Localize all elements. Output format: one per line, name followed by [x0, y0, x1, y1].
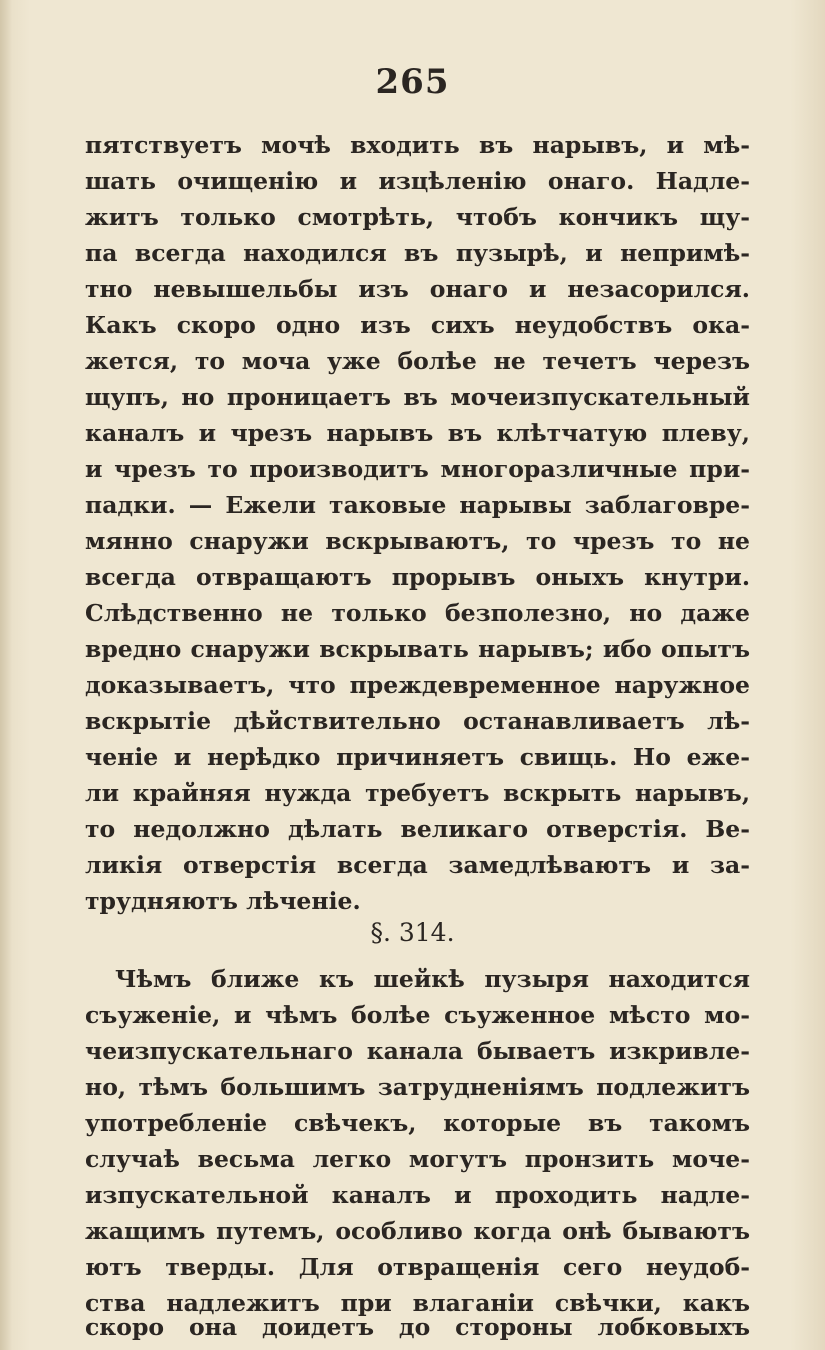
- text-line: Слѣдственно не только безполезно, но даже: [85, 599, 750, 627]
- text-line: ютъ тверды. Для отвращенія сего неудоб-: [85, 1253, 750, 1281]
- text-line: Какъ скоро одно изъ сихъ неудобствъ ока-: [85, 311, 750, 339]
- text-line: съуженіе, и чѣмъ болѣе съуженное мѣсто мо-: [85, 1001, 750, 1029]
- text-line: пятствуетъ мочѣ входить въ нарывъ, и мѣ-: [85, 131, 750, 159]
- section-heading: §. 314.: [370, 918, 455, 947]
- text-line: ли крайняя нужда требуетъ вскрыть нарывъ,: [85, 779, 750, 807]
- text-line: изпускательной каналъ и проходить надле-: [85, 1181, 750, 1209]
- text-line: вредно снаружи вскрывать нарывъ; ибо опытъ: [85, 635, 750, 663]
- text-line: употребленіе свѣчекъ, которые въ такомъ: [85, 1109, 750, 1137]
- text-line: ства надлежитъ при влаганіи свѣчки, какъ: [85, 1289, 750, 1317]
- text-line: ченіе и нерѣдко причиняетъ свищь. Но еже-: [85, 743, 750, 771]
- text-line: доказываетъ, что преждевременное наружное: [85, 671, 750, 699]
- page-edge-shadow: [0, 0, 12, 1350]
- text-line: жащимъ путемъ, особливо когда онѣ бываютъ: [85, 1217, 750, 1245]
- text-line: ликія отверстія всегда замедлѣваютъ и за-: [85, 851, 750, 879]
- text-line: тно невышельбы изъ онаго и незасорился.: [85, 275, 750, 303]
- text-line: трудняютъ лѣченіе.: [85, 887, 361, 915]
- text-line: шать очищенію и изцѣленію онаго. Надле-: [85, 167, 750, 195]
- text-line: но, тѣмъ большимъ затрудненіямъ подлежитъ: [85, 1073, 750, 1101]
- text-line: всегда отвращаютъ прорывъ оныхъ кнутри.: [85, 563, 750, 591]
- text-line: скоро она доидетъ до стороны лобковыхъ: [85, 1313, 750, 1341]
- text-line: падки. — Ежели таковые нарывы заблаговре-: [85, 491, 750, 519]
- text-line: каналъ и чрезъ нарывъ въ клѣтчатую плеву,: [85, 419, 750, 447]
- text-line: па всегда находился въ пузырѣ, и непримѣ-: [85, 239, 750, 267]
- page-number: 265: [375, 62, 450, 102]
- text-line: щупъ, но проницаетъ въ мочеизпускательный: [85, 383, 750, 411]
- text-line: житъ только смотрѣть, чтобъ кончикъ щу-: [85, 203, 750, 231]
- text-line: случаѣ весьма легко могутъ пронзить моче-: [85, 1145, 750, 1173]
- text-line: Чѣмъ ближе къ шейкѣ пузыря находится: [115, 965, 750, 993]
- text-line: чеизпускательнаго канала бываетъ изкривле-: [85, 1037, 750, 1065]
- text-line: и чрезъ то производитъ многоразличные при-: [85, 455, 750, 483]
- text-line: жется, то моча уже болѣе не течетъ черезъ: [85, 347, 750, 375]
- text-line: вскрытіе дѣйствительно останавливаетъ лѣ-: [85, 707, 750, 735]
- text-line: то недолжно дѣлать великаго отверстія. Ве-: [85, 815, 750, 843]
- text-line: мянно снаружи вскрываютъ, то чрезъ то не: [85, 527, 750, 555]
